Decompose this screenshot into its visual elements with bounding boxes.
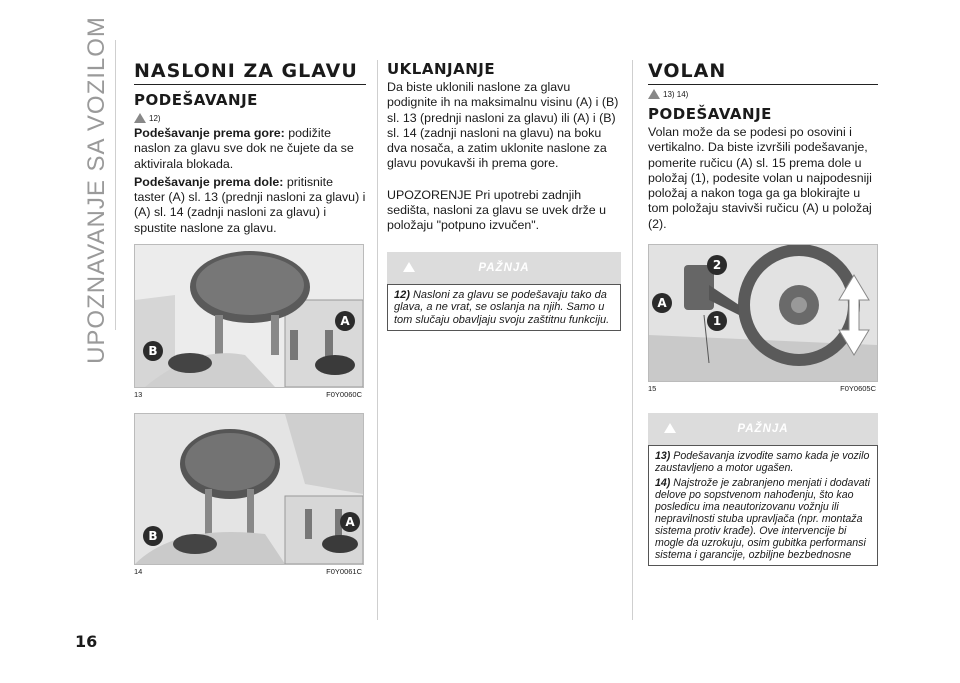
subsection-heading: PODEŠAVANJE <box>134 91 258 109</box>
sidebar-section-title <box>82 16 112 364</box>
note-13-text: Podešavanja izvodite samo kada je vozilo zaustavljeno a motor ugašen. <box>655 450 870 475</box>
note-13-number: 13) <box>655 450 671 463</box>
figure-14-label-b: B <box>143 526 163 546</box>
front-headrest-illustration <box>135 245 363 387</box>
warning-icon <box>403 262 415 272</box>
figure-15-label-2: 2 <box>707 255 727 275</box>
figure-14-label-a: A <box>340 512 360 532</box>
removal-heading: UKLANJANJE <box>387 60 496 78</box>
warning-icon <box>664 423 676 433</box>
column-steering <box>648 60 878 566</box>
warning-refs <box>134 113 366 123</box>
removal-paragraph: Da biste uklonili naslone za glavu podignite ih na maksimalnu visinu (A) i (B) sl. 13 (prednji nasloni za glavu) ili (A) i (B) sl. 14 (zadnji nasloni na glavu) na boku dva nosača, a zatim uklonite naslone za glavu povukavši ih prema gore. <box>387 80 619 171</box>
warning-refs <box>648 89 878 99</box>
note-13 <box>655 450 871 474</box>
paragraph-up-text: podižite naslon za glavu sve dok ne čujete da se aktivirala blokada. <box>134 126 354 171</box>
figure-14-image <box>134 413 364 565</box>
paragraph-down-text: pritisnite taster (A) sl. 13 (prednji nasloni za glavu) i (A) sl. 14 (zadnji nasloni za glavu) i spustite naslone za glavu. <box>134 174 366 235</box>
note-14-text: Najstrože je zabranjeno menjati i dodavati delove po sopstvenom nahođenju, što kao posledicu ima neautorizovanu vožnju ili nepravilnosti stuba upravljača (npr. montaža sistema protiv krađe). Ove intervencije bi mogle da uzrokuju, osim gubitka performansi sistema i garancije, ozbiljne bezbednosne <box>655 477 870 562</box>
paragraph-up <box>134 126 366 172</box>
steering-subheading: PODEŠAVANJE <box>648 105 772 123</box>
column-removal <box>387 60 621 331</box>
figure-15-number: 15 <box>648 384 657 394</box>
paragraph-down-bold: Podešavanje prema dole: <box>134 174 284 189</box>
figure-15-label-1: 1 <box>707 311 727 331</box>
figure-13-label-a: A <box>335 311 355 331</box>
page-number: 16 <box>75 632 98 651</box>
figure-13-code: F0Y0060C <box>326 390 362 400</box>
refs-text: 12) <box>149 113 161 123</box>
figure-15-label-a: A <box>652 293 672 313</box>
steering-column-illustration <box>649 245 877 381</box>
figure-13-number: 13 <box>134 390 143 400</box>
steering-paragraph: Volan može da se podesi po osovini i vertikalno. Da biste izvršili podešavanje, pomerite ručicu (A) sl. 15 prema dole u položaj (1), podesite volan u najpodesniji položaj a nakon toga ga ga blokirajte u tom položaju stavivši ručicu (A) u položaj (2). <box>648 125 872 231</box>
warning-icon <box>134 113 146 123</box>
figure-15-code: F0Y0605C <box>840 384 876 394</box>
paragraph-up-bold: Podešavanje prema gore: <box>134 126 285 140</box>
column-divider-1 <box>377 60 378 620</box>
column-divider-2 <box>632 60 633 620</box>
paragraph-down <box>134 175 366 236</box>
figure-13-caption <box>134 390 362 399</box>
figure-14-caption <box>134 567 362 576</box>
column-head-restraints <box>134 60 366 576</box>
warning-icon <box>648 89 660 99</box>
figure-15-caption <box>648 384 876 393</box>
figure-13-label-b: B <box>143 341 163 361</box>
warning-banner <box>648 413 878 445</box>
warning-notes <box>648 445 878 566</box>
refs-text: 13) 14) <box>663 89 689 99</box>
steering-heading: VOLAN <box>648 60 878 85</box>
figure-13-image <box>134 244 364 388</box>
caution-paragraph: UPOZORENJE Pri upotrebi zadnjih sedišta, nasloni za glavu se uvek drže u položaju "potpuno izvučen". <box>387 187 607 233</box>
figure-14-code: F0Y0061C <box>326 567 362 577</box>
warning-title: PAŽNJA <box>478 261 530 274</box>
rear-headrest-illustration <box>135 414 363 564</box>
warning-banner <box>387 252 621 284</box>
warning-note <box>387 284 621 332</box>
note-text: Nasloni za glavu se podešavaju tako da glava, a ne vrat, se oslanja na njih. Samo u tom slučaju obavljaju svoju zaštitnu funkciju. <box>394 288 610 326</box>
note-14-number: 14) <box>655 477 671 490</box>
section-heading: NASLONI ZA GLAVU <box>134 60 366 85</box>
figure-15-image <box>648 244 878 382</box>
sidebar-title-text: UPOZNAVANJE SA VOZILOM <box>83 16 110 364</box>
figure-14-number: 14 <box>134 567 143 577</box>
note-number: 12) <box>394 288 410 301</box>
sidebar-divider <box>115 40 116 330</box>
note-14 <box>655 477 871 561</box>
warning-title: PAŽNJA <box>737 423 789 436</box>
